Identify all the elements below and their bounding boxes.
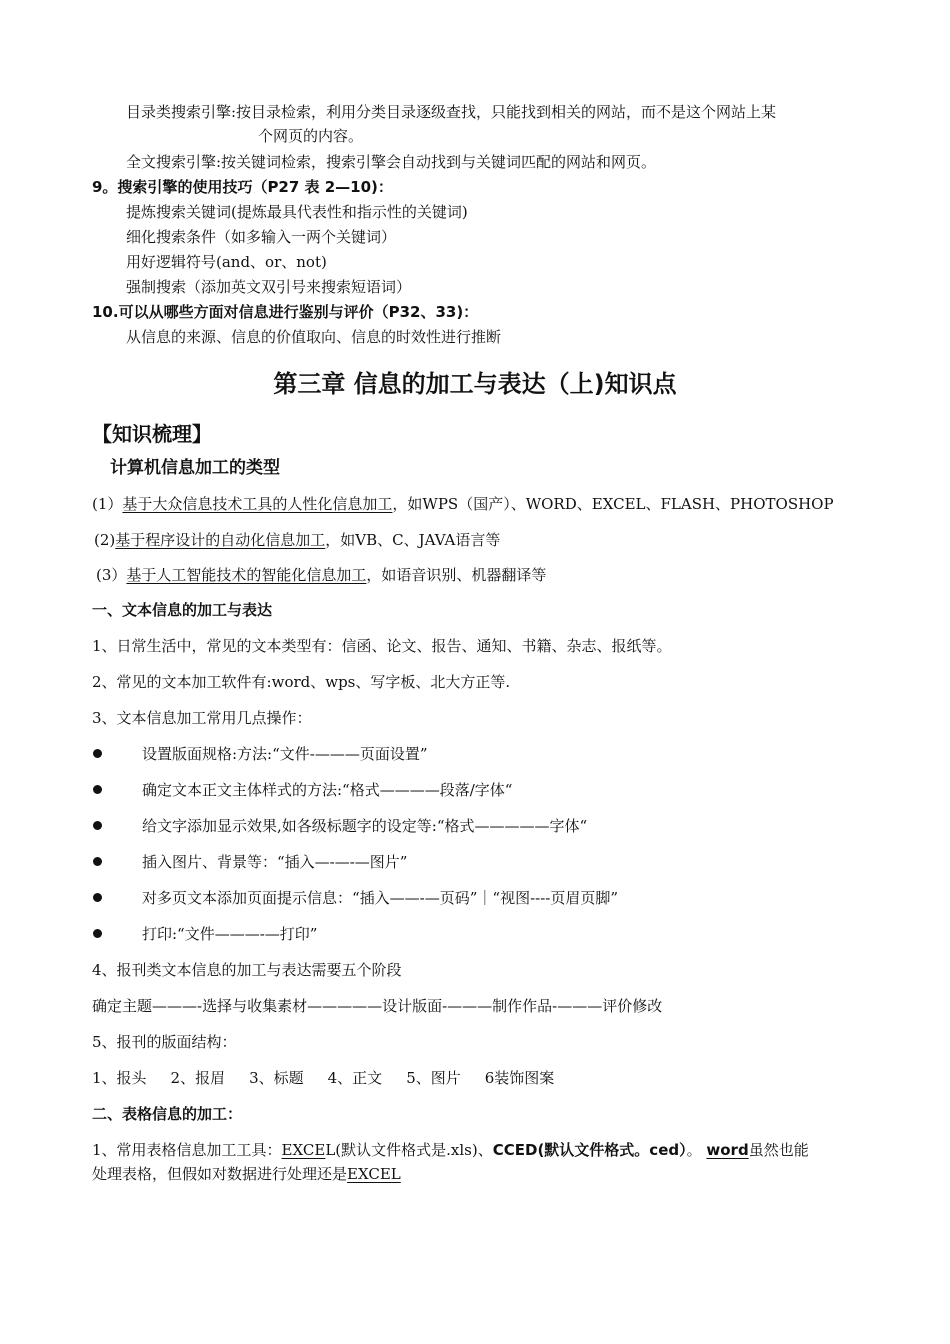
types-heading: 计算机信息加工的类型 [110,458,280,478]
q9-title: 9。搜索引擎的使用技巧（P27 表 2—10)： [92,178,393,196]
section1-p4: 4、报刊类文本信息的加工与表达需要五个阶段 [92,961,402,979]
catalog-engine-line-1: 目录类搜索引擎:按目录检索，利用分类目录逐级查找，只能找到相关的网站，而不是这个网站上某 [126,103,777,121]
layout-part: 4、正文 [327,1069,383,1087]
word-term: word [706,1141,749,1159]
q9-item: 强制搜索（添加英文双引号来搜索短语词） [126,278,412,296]
section1-p3: 3、文本信息加工常用几点操作： [92,709,312,727]
section2-title: 二、表格信息的加工： [92,1105,243,1123]
layout-part: 2、报眉 [170,1069,226,1087]
section1-p1: 1、日常生活中，常见的文本类型有：信函、论文、报告、通知、书籍、杂志、报纸等。 [92,637,672,655]
layout-part: 5、图片 [406,1069,461,1087]
type-underlined: 基于大众信息技术工具的人性化信息加工 [122,495,393,513]
layout-part: 3、标题 [249,1069,304,1087]
type-underlined: 基于人工智能技术的智能化信息加工 [126,566,367,584]
type-item-3 [96,565,546,585]
text-run: 。 [686,1141,707,1159]
bullet-dot [93,857,102,866]
knowledge-heading: 【知识梳理】 [92,422,212,446]
type-underlined: 基于程序设计的自动化信息加工 [115,531,326,549]
bullet-dot [93,893,102,902]
section1-p2: 2、常见的文本加工软件有:word、wps、写字板、北大方正等. [92,673,511,691]
bullet-dot [93,749,102,758]
excel-term: EXCE [281,1141,326,1159]
text-run: L(默认文件格式是.xls)、 [325,1141,493,1159]
bullet-item: 对多页文本添加页面提示信息：“插入——-—页码”｜“视图----页眉页脚” [142,889,619,907]
layout-structure-list [92,1068,554,1088]
type-rest: ，如WPS（国产）、WORD、EXCEL、FLASH、PHOTOSHOP [392,495,834,513]
type-item-2 [94,530,500,550]
bullet-item: 打印:“文件———-—打印” [142,925,318,943]
text-run: 处理表格，但假如对数据进行处理还是 [92,1165,348,1183]
q9-item: 提炼搜索关键词(提炼最具代表性和指示性的关键词) [126,203,468,221]
bullet-item: 给文字添加显示效果,如各级标题字的设定等:“格式—————字体“ [142,817,588,835]
q10-answer: 从信息的来源、信息的价值取向、信息的时效性进行推断 [126,328,502,346]
bullet-item: 设置版面规格:方法:“文件-———页面设置” [142,745,428,763]
text-run: 1、常用表格信息加工工具： [92,1141,282,1159]
section1-title: 一、文本信息的加工与表达 [92,601,273,619]
chapter-title: 第三章 信息的加工与表达（上)知识点 [273,370,677,398]
type-rest: ，如语音识别、机器翻译等 [366,566,547,584]
text-run: 虽然也能 [748,1141,809,1159]
q9-item: 用好逻辑符号(and、or、not) [126,253,327,271]
bullet-dot [93,929,102,938]
bullet-dot [93,785,102,794]
bullet-item: 插入图片、背景等：“插入—-—-—图片” [142,853,408,871]
type-prefix: (2) [94,531,116,549]
layout-part: 6装饰图案 [484,1069,555,1087]
bullet-item: 确定文本正文主体样式的方法:“格式————段落/字体“ [142,781,513,799]
layout-part: 1、报头 [92,1069,147,1087]
type-item-1 [92,494,834,514]
type-prefix: (3） [96,566,127,584]
q10-title: 10.可以从哪些方面对信息进行鉴别与评价（P32、33)： [92,303,479,321]
section2-p1-line1 [92,1140,809,1160]
section1-p4-flow: 确定主题———-选择与收集素材—————设计版面-———制作作品-———评价修改 [92,997,663,1015]
excel-term: EXCEL [347,1165,401,1183]
catalog-engine-line-2: 个网页的内容。 [258,127,364,145]
cced-term: CCED(默认文件格式。ced） [492,1141,687,1159]
bullet-dot [93,821,102,830]
type-rest: ，如VB、C、JAVA语言等 [325,531,501,549]
q9-item: 细化搜索条件（如多输入一两个关键词） [126,228,397,246]
section2-p1-line2 [92,1164,401,1184]
section1-p5: 5、报刊的版面结构： [92,1033,237,1051]
fulltext-engine-line: 全文搜索引擎:按关键词检索，搜索引擎会自动找到与关键词匹配的网站和网页。 [126,153,657,171]
type-prefix: (1） [92,495,123,513]
